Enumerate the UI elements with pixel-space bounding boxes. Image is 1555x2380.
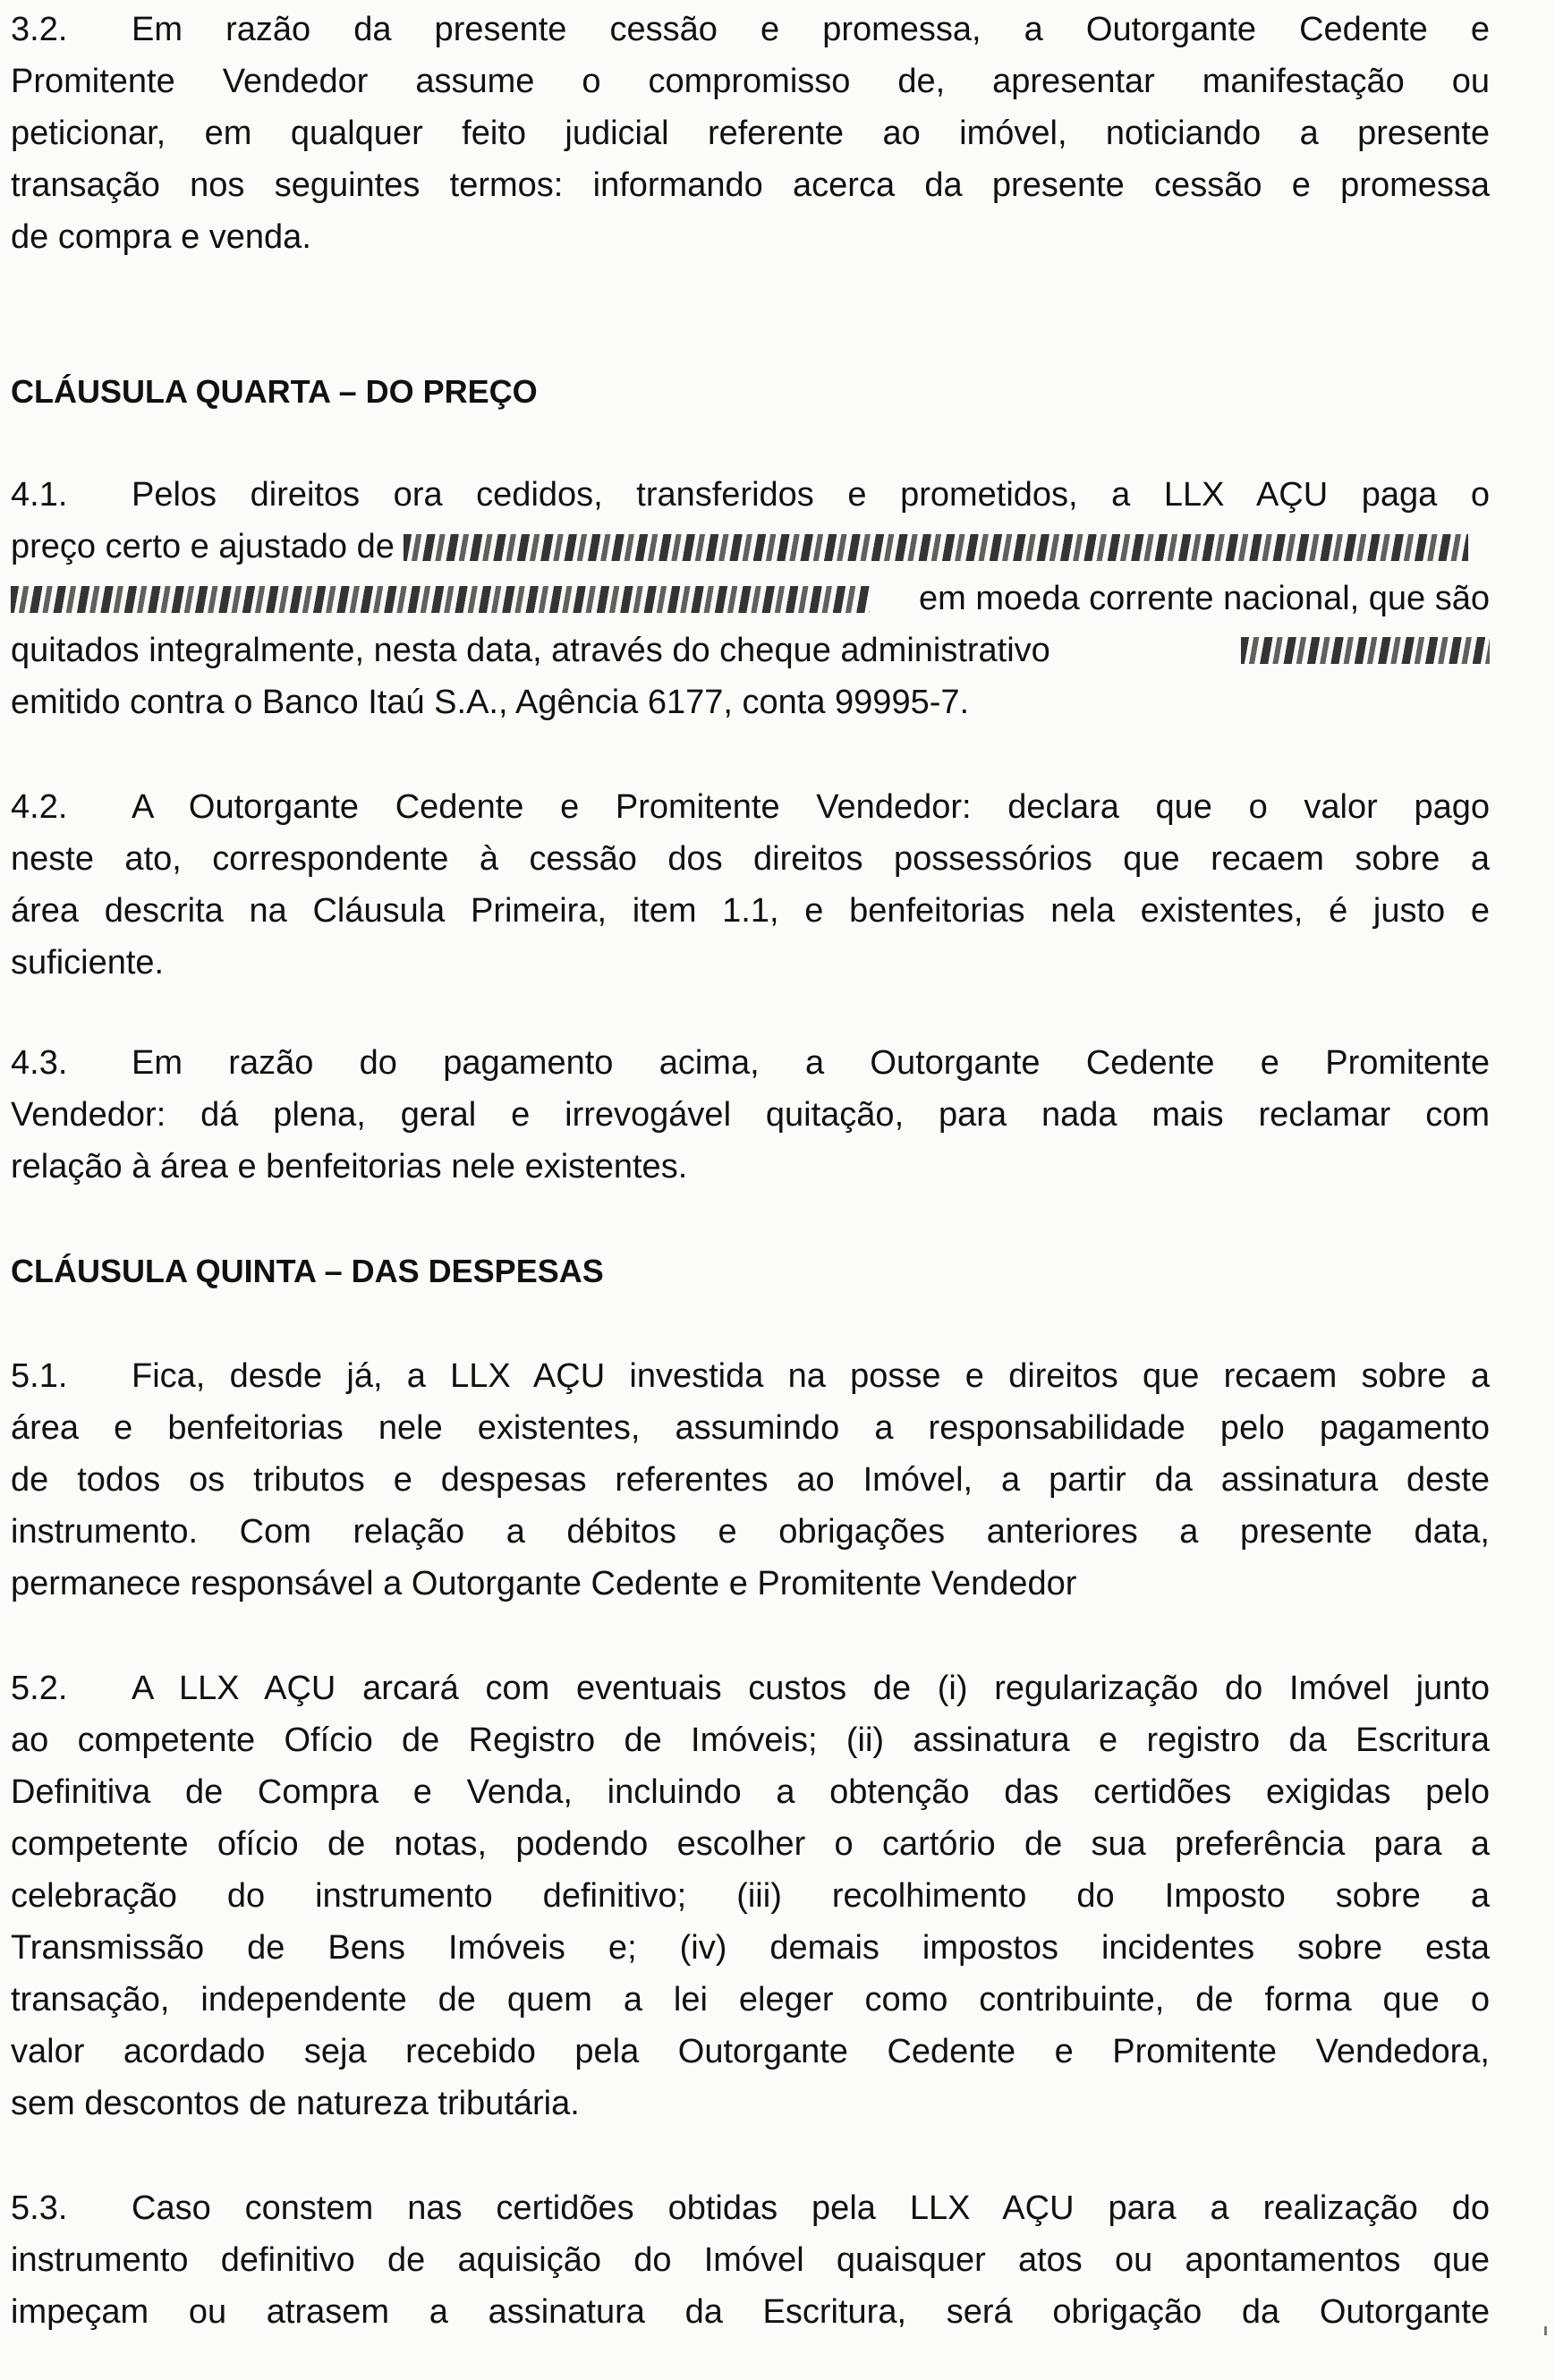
clause-text: Fica, desde já, a LLX AÇU investida na posse e direitos que recaem sobre a xyxy=(132,1357,1490,1395)
clause-3-2-line-4: transação nos seguintes termos: informando acerca da presente cessão e promessa xyxy=(11,166,1490,204)
clause-5-1-line-1 xyxy=(11,1356,1490,1397)
clause-5-2-line-9: sem descontos de natureza tributária. xyxy=(11,2085,580,2122)
clause-text: A LLX AÇU arcará com eventuais custos de (i) regularização do Imóvel junto xyxy=(132,1670,1490,1707)
clause-number: 5.1. xyxy=(11,1357,68,1395)
clause-text: A Outorgante Cedente e Promitente Vendedor: declara que o valor pago xyxy=(132,788,1490,826)
clause-5-2-line-6: Transmissão de Bens Imóveis e; (iv) demais impostos incidentes sobre esta xyxy=(11,1929,1490,1967)
clause-5-2-line-1 xyxy=(11,1668,1490,1709)
clause-3-2-line-2: Promitente Vendedor assume o compromisso de, apresentar manifestação ou xyxy=(11,63,1490,100)
clause-number: 4.3. xyxy=(11,1044,68,1082)
clause-5-2-line-4: competente ofício de notas, podendo escolher o cartório de sua preferência para a xyxy=(11,1825,1490,1863)
clause-4-2-line-4: suficiente. xyxy=(11,944,165,982)
clause-5-3-line-2: instrumento definitivo de aquisição do Imóvel quaisquer atos ou apontamentos que xyxy=(11,2241,1490,2279)
clause-5-1-line-3: de todos os tributos e despesas referentes ao Imóvel, a partir da assinatura deste xyxy=(11,1461,1490,1499)
clause-5-2-line-5: celebração do instrumento definitivo; (iii) recolhimento do Imposto sobre a xyxy=(11,1877,1490,1915)
clause-number: 4.1. xyxy=(11,476,68,514)
clause-number: 5.2. xyxy=(11,1670,68,1707)
scan-artifact xyxy=(1544,2326,1547,2335)
clause-5-1-line-4: instrumento. Com relação a débitos e obrigações anteriores a presente data, xyxy=(11,1513,1490,1551)
clause-text: Caso constem nas certidões obtidas pela LLX AÇU para a realização do xyxy=(132,2189,1490,2227)
clause-4-1-line-5: emitido contra o Banco Itaú S.A., Agência 6177, conta 99995-7. xyxy=(11,684,970,721)
clause-4-2-line-1 xyxy=(11,786,1490,828)
clause-text: em moeda corrente nacional, que são xyxy=(919,580,1490,617)
clause-number: 3.2. xyxy=(11,11,68,48)
clause-text: quitados integralmente, nesta data, através do cheque administrativo xyxy=(11,632,1050,669)
clause-4-1-line-1 xyxy=(11,474,1490,515)
section-heading-quarta: CLÁUSULA QUARTA – DO PREÇO xyxy=(11,373,538,410)
clause-4-3-line-2: Vendedor: dá plena, geral e irrevogável quitação, para nada mais reclamar com xyxy=(11,1096,1490,1134)
redacted-price-amount xyxy=(404,534,1468,561)
clause-text: Pelos direitos ora cedidos, transferidos e prometidos, a LLX AÇU paga o xyxy=(132,476,1490,514)
clause-number: 5.3. xyxy=(11,2189,68,2227)
clause-4-2-line-2: neste ato, correspondente à cessão dos direitos possessórios que recaem sobre a xyxy=(11,840,1490,878)
clause-4-3-line-1 xyxy=(11,1042,1490,1084)
clause-4-3-line-3: relação à área e benfeitorias nele existentes. xyxy=(11,1148,688,1186)
clause-5-2-line-8: valor acordado seja recebido pela Outorgante Cedente e Promitente Vendedora, xyxy=(11,2033,1490,2070)
section-heading-quinta: CLÁUSULA QUINTA – DAS DESPESAS xyxy=(11,1253,604,1289)
clause-5-1-line-5: permanece responsável a Outorgante Cedente e Promitente Vendedor xyxy=(11,1565,1077,1602)
clause-text: Em razão do pagamento acima, a Outorgante Cedente e Promitente xyxy=(132,1044,1490,1082)
clause-5-3-line-1 xyxy=(11,2188,1490,2229)
clause-number: 4.2. xyxy=(11,788,68,826)
clause-text: preço certo e ajustado de xyxy=(11,528,395,565)
clause-4-1-line-4 xyxy=(11,630,1490,671)
clause-3-2-line-3: peticionar, em qualquer feito judicial referente ao imóvel, noticiando a presente xyxy=(11,115,1490,152)
clause-5-1-line-2: área e benfeitorias nele existentes, assumindo a responsabilidade pelo pagamento xyxy=(11,1409,1490,1447)
clause-5-2-line-7: transação, independente de quem a lei eleger como contribuinte, de forma que o xyxy=(11,1981,1490,2019)
clause-4-1-line-3 xyxy=(11,578,1490,619)
redacted-cheque-number xyxy=(1241,637,1490,664)
clause-5-3-line-3: impeçam ou atrasem a assinatura da Escritura, será obrigação da Outorgante xyxy=(11,2293,1490,2331)
clause-3-2-line-1 xyxy=(11,9,1490,50)
redacted-price-words xyxy=(11,586,870,613)
clause-5-2-line-3: Definitiva de Compra e Venda, incluindo a obtenção das certidões exigidas pelo xyxy=(11,1773,1490,1811)
clause-3-2-line-5: de compra e venda. xyxy=(11,218,311,256)
clause-5-2-line-2: ao competente Ofício de Registro de Imóveis; (ii) assinatura e registro da Escritura xyxy=(11,1721,1490,1759)
clause-text: Em razão da presente cessão e promessa, a Outorgante Cedente e xyxy=(132,11,1490,48)
clause-4-2-line-3: área descrita na Cláusula Primeira, item 1.1, e benfeitorias nela existentes, é justo e xyxy=(11,892,1490,930)
clause-4-1-line-2 xyxy=(11,526,1490,567)
